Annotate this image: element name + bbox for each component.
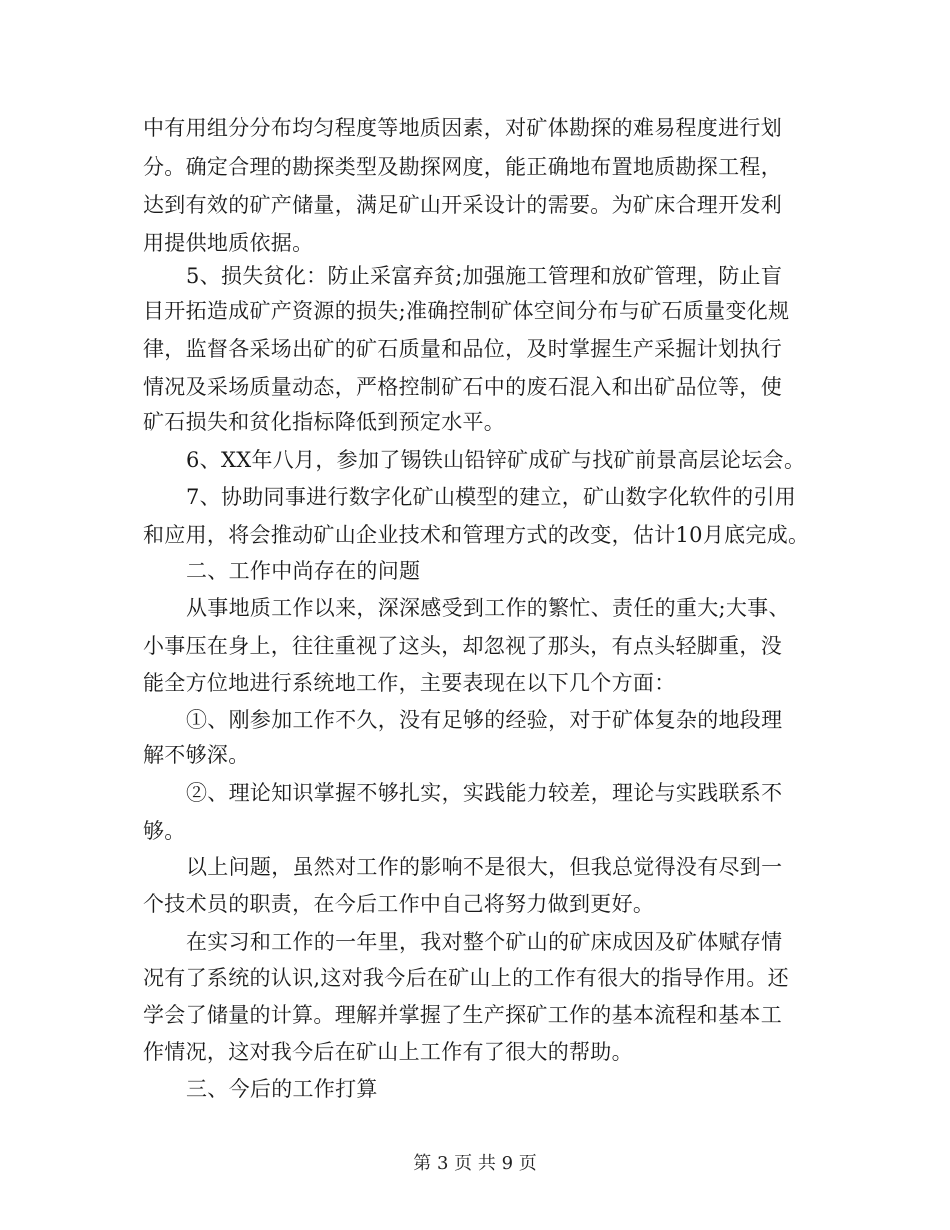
text-line: 分。确定合理的勘探类型及勘探网度，能正确地布置地质勘探工程， [143, 155, 782, 179]
text-line: 情况及采场质量动态，严格控制矿石中的废石混入和出矿品位等，使 [143, 375, 782, 399]
text-line: 中有用组分分布均匀程度等地质因素，对矿体勘探的难易程度进行划 [143, 116, 782, 140]
text-line: 况有了系统的认识,这对我今后在矿山上的工作有很大的指导作用。还 [143, 966, 789, 990]
paragraph-start-line: 7、协助同事进行数字化矿山模型的建立，矿山数字化软件的引用 [186, 485, 797, 509]
text-line: 用提供地质依据。 [143, 231, 314, 255]
text-line: 能全方位地进行系统地工作，主要表现在以下几个方面： [143, 671, 676, 695]
text-line: 矿石损失和贫化指标降低到预定水平。 [143, 410, 506, 434]
text-line: 个技术员的职责，在今后工作中自己将努力做到更好。 [143, 892, 655, 916]
text-line: 够。 [143, 819, 186, 843]
section-heading: 三、今后的工作打算 [186, 1077, 378, 1101]
text-line: 和应用，将会推动矿山企业技术和管理方式的改变，估计10月底完成。 [143, 523, 810, 547]
paragraph-start-line: 5、损失贫化：防止采富弃贫;加强施工管理和放矿管理，防止盲 [186, 264, 783, 288]
text-line: 解不够深。 [143, 743, 250, 767]
text-line: 作情况，这对我今后在矿山上工作有了很大的帮助。 [143, 1040, 633, 1064]
text-line: 达到有效的矿产储量，满足矿山开采设计的需要。为矿床合理开发利 [143, 193, 782, 217]
page-number-footer: 第 3 页 共 9 页 [413, 1153, 537, 1174]
paragraph-start-line: 以上问题，虽然对工作的影响不是很大，但我总觉得没有尽到一 [186, 855, 783, 879]
paragraph-start-line: ②、理论知识掌握不够扎实，实践能力较差，理论与实践联系不 [186, 781, 783, 805]
text-line: 律，监督各采场出矿的矿石质量和品位，及时掌握生产采掘计划执行 [143, 337, 782, 361]
paragraph-start-line: 从事地质工作以来，深深感受到工作的繁忙、责任的重大;大事、 [186, 596, 790, 620]
text-line: 小事压在身上，往往重视了这头，却忽视了那头，有点头轻脚重，没 [143, 634, 782, 658]
text-line: 目开拓造成矿产资源的损失;准确控制矿体空间分布与矿石质量变化规 [143, 299, 790, 323]
section-heading: 二、工作中尚存在的问题 [186, 559, 421, 583]
text-line: 学会了储量的计算。理解并掌握了生产探矿工作的基本流程和基本工 [143, 1003, 782, 1027]
paragraph-start-line: 在实习和工作的一年里，我对整个矿山的矿床成因及矿体赋存情 [186, 930, 783, 954]
paragraph-start-line: 6、XX年八月，参加了锡铁山铅锌矿成矿与找矿前景高层论坛会。 [186, 448, 806, 472]
paragraph-start-line: ①、刚参加工作不久，没有足够的经验，对于矿体复杂的地段理 [186, 708, 783, 732]
